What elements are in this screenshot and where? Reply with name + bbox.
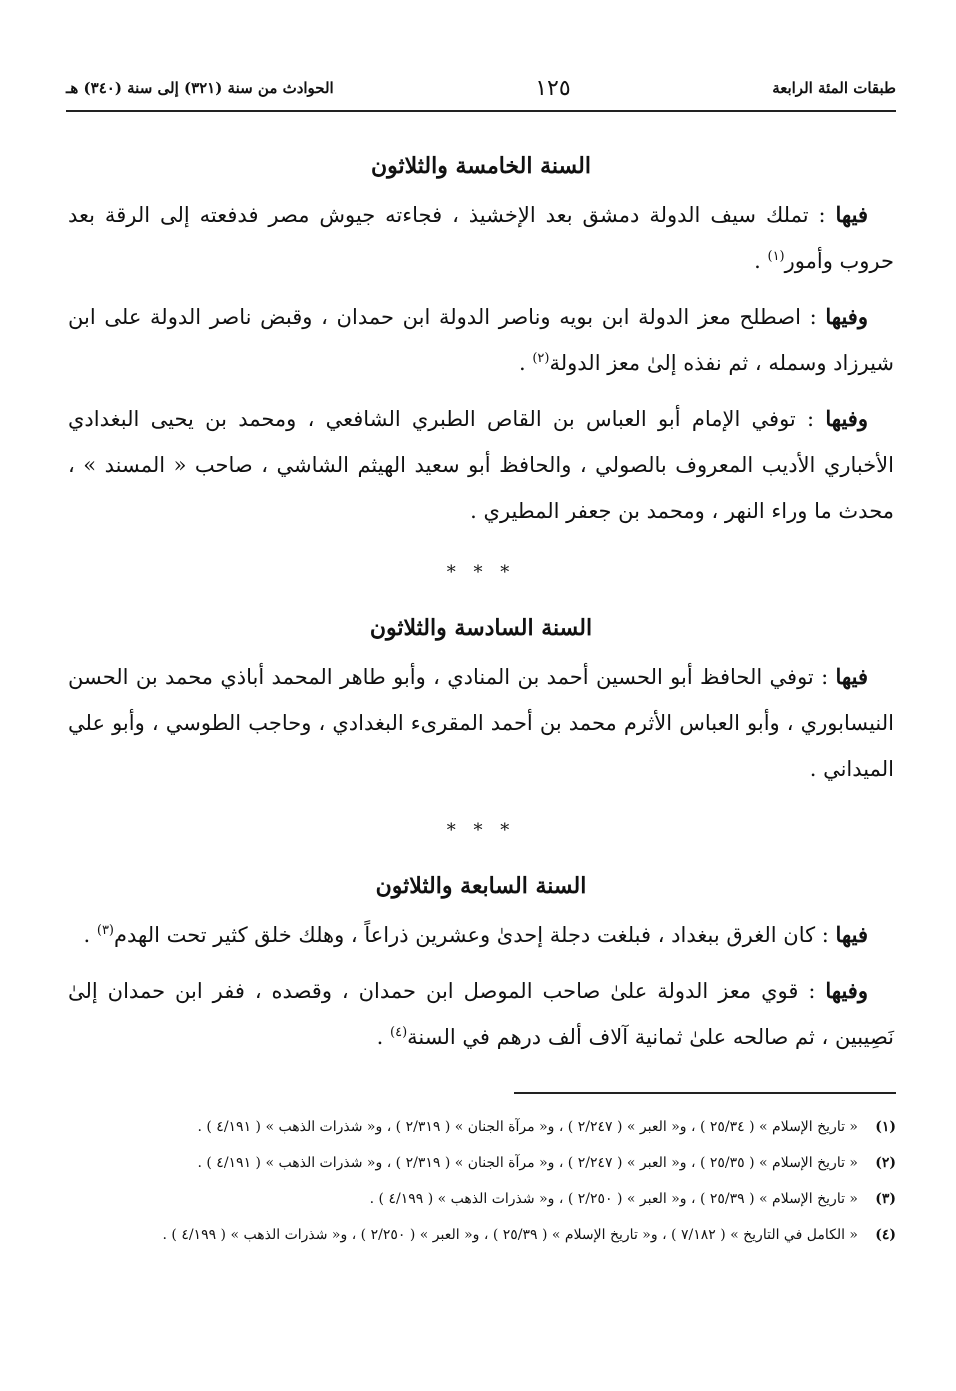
- footnote: [66, 1222, 896, 1248]
- paragraph-tail: .: [376, 1025, 390, 1049]
- footnote-number: (٤): [875, 1227, 896, 1243]
- footnote-text: « تاريخ الإسلام » ( ٢٥/٣٥ ) ، و« العبر » ( ٢/٢٤٧ ) ، و« مرآة الجنان » ( ٢/٣١٩ ) ، و« شذرات الذهب » ( ٤/١٩١ ) .: [197, 1155, 858, 1171]
- footnote-ref[interactable]: (٣): [96, 923, 114, 938]
- paragraph-text: : توفي الإمام أبو العباس بن القاص الطبري الشافعي ، ومحمد بن يحيى البغدادي الأخباري الأديب المعروف بالصولي ، والحافظ أبو سعيد الهيثم الشاشي ، صاحب « المسند » ، محدث ما وراء النهر ، ومحمد بن جعفر المطيري .: [68, 407, 894, 523]
- header-divider: [66, 110, 896, 112]
- section-separator: * * *: [446, 820, 516, 841]
- paragraph-text: : تملك سيف الدولة دمشق بعد الإخشيذ ، فجاءته جيوش مصر فدفعته إلى الرقة بعد حروب وأمور: [68, 203, 894, 273]
- paragraph-tail: .: [754, 249, 768, 273]
- footnote: [66, 1114, 896, 1140]
- footnote-number: (٣): [875, 1191, 896, 1207]
- paragraph-text: : كان الغرق ببغداد ، فبلغت دجلة إحدىٰ وعشرين ذراعاً ، وهلك خلق كثير تحت الهدم: [114, 923, 836, 947]
- paragraph-tail: .: [83, 923, 97, 947]
- paragraph-lead: فيها: [835, 202, 868, 227]
- footnote-number: (٢): [875, 1155, 896, 1171]
- paragraph-text: : توفي الحافظ أبو الحسين أحمد بن المنادي ، وأبو طاهر المحمد أباذي محمد بن الحسن النيسابوري ، وأبو العباس الأثرم محمد بن أحمد المقرىء البغدادي ، وحاجب الطوسي ، وأبو علي الميداني .: [68, 665, 894, 781]
- footnote-ref[interactable]: (٢): [532, 351, 550, 366]
- footnote: [66, 1186, 896, 1212]
- event-paragraph: [68, 396, 894, 534]
- paragraph-lead: فيها: [835, 922, 868, 947]
- footnote-text: « تاريخ الإسلام » ( ٢٥/٣٩ ) ، و« العبر » ( ٢/٢٥٠ ) ، و« شذرات الذهب » ( ٤/١٩٩ ) .: [369, 1191, 858, 1207]
- header-book-title: طبقات المئة الرابعة: [772, 79, 896, 97]
- event-paragraph: [68, 968, 894, 1060]
- paragraph-lead: وفيها: [825, 304, 868, 329]
- event-paragraph: [68, 654, 894, 792]
- footnote-text: « الكامل في التاريخ » ( ٧/١٨٢ ) ، و« تاريخ الإسلام » ( ٢٥/٣٩ ) ، و« العبر » ( ٢/٢٥٠ ) ، و« شذرات الذهب » ( ٤/١٩٩ ) .: [162, 1227, 858, 1243]
- section-separator: * * *: [446, 562, 516, 583]
- section-title: السنة الخامسة والثلاثون: [371, 153, 591, 179]
- header-chapter-title: الحوادث من سنة (٣٢١) إلى سنة (٣٤٠) هـ: [66, 79, 334, 97]
- paragraph-lead: فيها: [835, 664, 868, 689]
- paragraph-tail: .: [518, 351, 533, 375]
- section-title: السنة السابعة والثلاثون: [375, 873, 587, 899]
- paragraph-text: : اصطلح معز الدولة ابن بويه وناصر الدولة ابن حمدان ، وقبض ناصر الدولة على ابن شيرزاد وسمله ، ثم نفذه إلىٰ معز الدولة: [68, 305, 894, 375]
- footnote-ref[interactable]: (٤): [390, 1025, 408, 1040]
- paragraph-lead: وفيها: [825, 406, 868, 431]
- page-number: ١٢٥: [535, 75, 571, 101]
- footnote-text: « تاريخ الإسلام » ( ٢٥/٣٤ ) ، و« العبر » ( ٢/٢٤٧ ) ، و« مرآة الجنان » ( ٢/٣١٩ ) ، و« شذرات الذهب » ( ٤/١٩١ ) .: [197, 1119, 858, 1135]
- footnote-number: (١): [875, 1119, 896, 1135]
- footnote-ref[interactable]: (١): [767, 249, 785, 264]
- event-paragraph: [68, 294, 894, 386]
- footnote: [66, 1150, 896, 1176]
- running-header: [66, 74, 896, 102]
- event-paragraph: [68, 192, 894, 284]
- section-title: السنة السادسة والثلاثون: [369, 615, 593, 641]
- event-paragraph: [68, 912, 894, 958]
- footnote-divider: [514, 1092, 896, 1094]
- main-text: [68, 140, 894, 1070]
- paragraph-lead: وفيها: [825, 978, 868, 1003]
- paragraph-text: : قوي معز الدولة علىٰ صاحب الموصل ابن حمدان ، وقصده ، ففر ابن حمدان إلىٰ نَصِيبين ، ثم صالحه علىٰ ثمانية آلاف ألف درهم في السنة: [68, 979, 894, 1049]
- footnotes: [66, 1114, 896, 1258]
